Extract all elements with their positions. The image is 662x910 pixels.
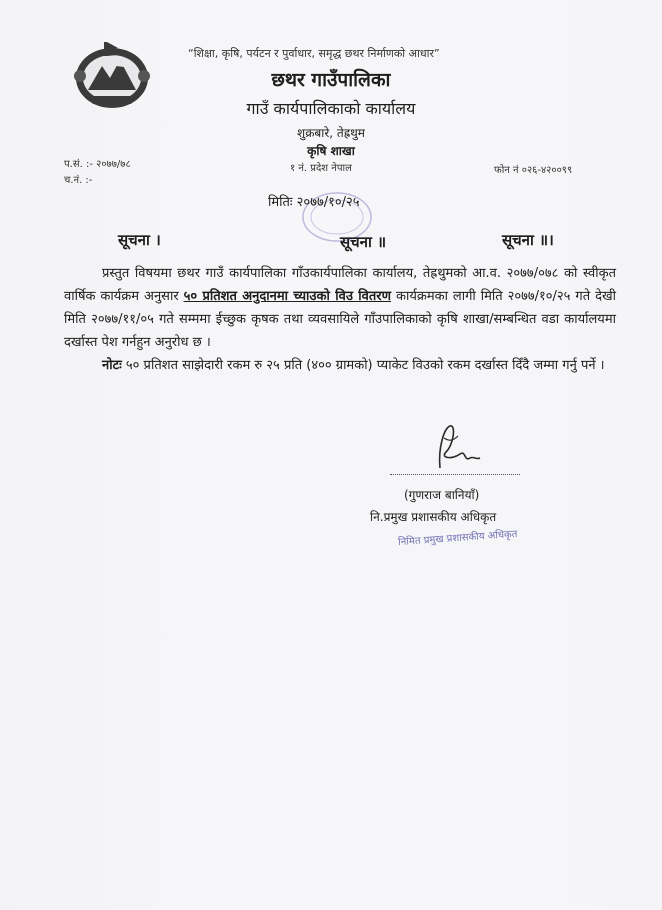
phone-number: फोन नं ०२६-४२००९९ bbox=[494, 165, 573, 176]
notice-body bbox=[64, 262, 616, 377]
signer-title: नि.प्रमुख प्रशासकीय अधिकृत bbox=[370, 510, 497, 524]
officer-stamp: निमित प्रमुख प्रशासकीय अधिकृत bbox=[397, 528, 518, 549]
notice-heading-right: सूचना ॥। bbox=[502, 231, 554, 249]
reference-number: प.सं. :- २०७७/७८ bbox=[64, 159, 131, 170]
program-highlight: ५० प्रतिशत अनुदानमा च्याउको विउ वितरण bbox=[183, 289, 392, 304]
office-address: शुक्रबारे, तेह्रथुम bbox=[297, 126, 365, 140]
notice-heading-left: सूचना । bbox=[118, 231, 161, 249]
office-motto: “शिक्षा, कृषि, पर्यटन र पुर्वाधार, समृद्ध छथर निर्माणको आधार” bbox=[188, 47, 440, 60]
body-paragraph bbox=[64, 262, 616, 354]
office-name: गाउँ कार्यपालिकाको कार्यालय bbox=[246, 99, 416, 118]
province-label: १ नं. प्रदेश नेपाल bbox=[290, 163, 352, 174]
note-paragraph bbox=[64, 354, 616, 377]
dispatch-number: च.नं. :- bbox=[64, 175, 93, 186]
letter-date: मितिः २०७७/१०/२५ bbox=[268, 195, 360, 210]
signer-name: (गुणराज बानियाँ) bbox=[404, 488, 480, 502]
body-text-end: कार्यक्रमका लागी मिति २०७७/१०/२५ गते देखी मिति २०७७/११/०५ गते सम्ममा ईच्छुक कृषक तथा व्यवसायिले गाँउपालिकाको कृषि शाखा/सम्बन्धित वडा कार्यालयमा दर्खास्त पेश गर्नहुन अनुरोध छ । bbox=[64, 289, 616, 350]
body-text-start: प्रस्तुत विषयमा छथर गाउँ कार्यपालिका गाँउकार्यपालिका कार्यालय, तेह्रथुमको आ.व. २०७७/०७८ को स्वीकृत वार्षिक कार्यक्रम अनुसार bbox=[64, 266, 616, 304]
municipality-name: छथर गाउँपालिका bbox=[271, 69, 391, 91]
note-text: ५० प्रतिशत साझेदारी रकम रु २५ प्रति (४०० ग्रामको) प्याकेट विउको रकम दर्खास्त दिँदै जम्मा गर्नु पर्ने । bbox=[121, 358, 605, 373]
notice-heading-center: सूचना ॥ bbox=[340, 233, 387, 251]
signature-line bbox=[390, 474, 520, 475]
note-label: नोटः bbox=[102, 358, 122, 373]
signature-icon bbox=[410, 418, 520, 476]
branch-name: कृषि शाखा bbox=[307, 144, 355, 158]
